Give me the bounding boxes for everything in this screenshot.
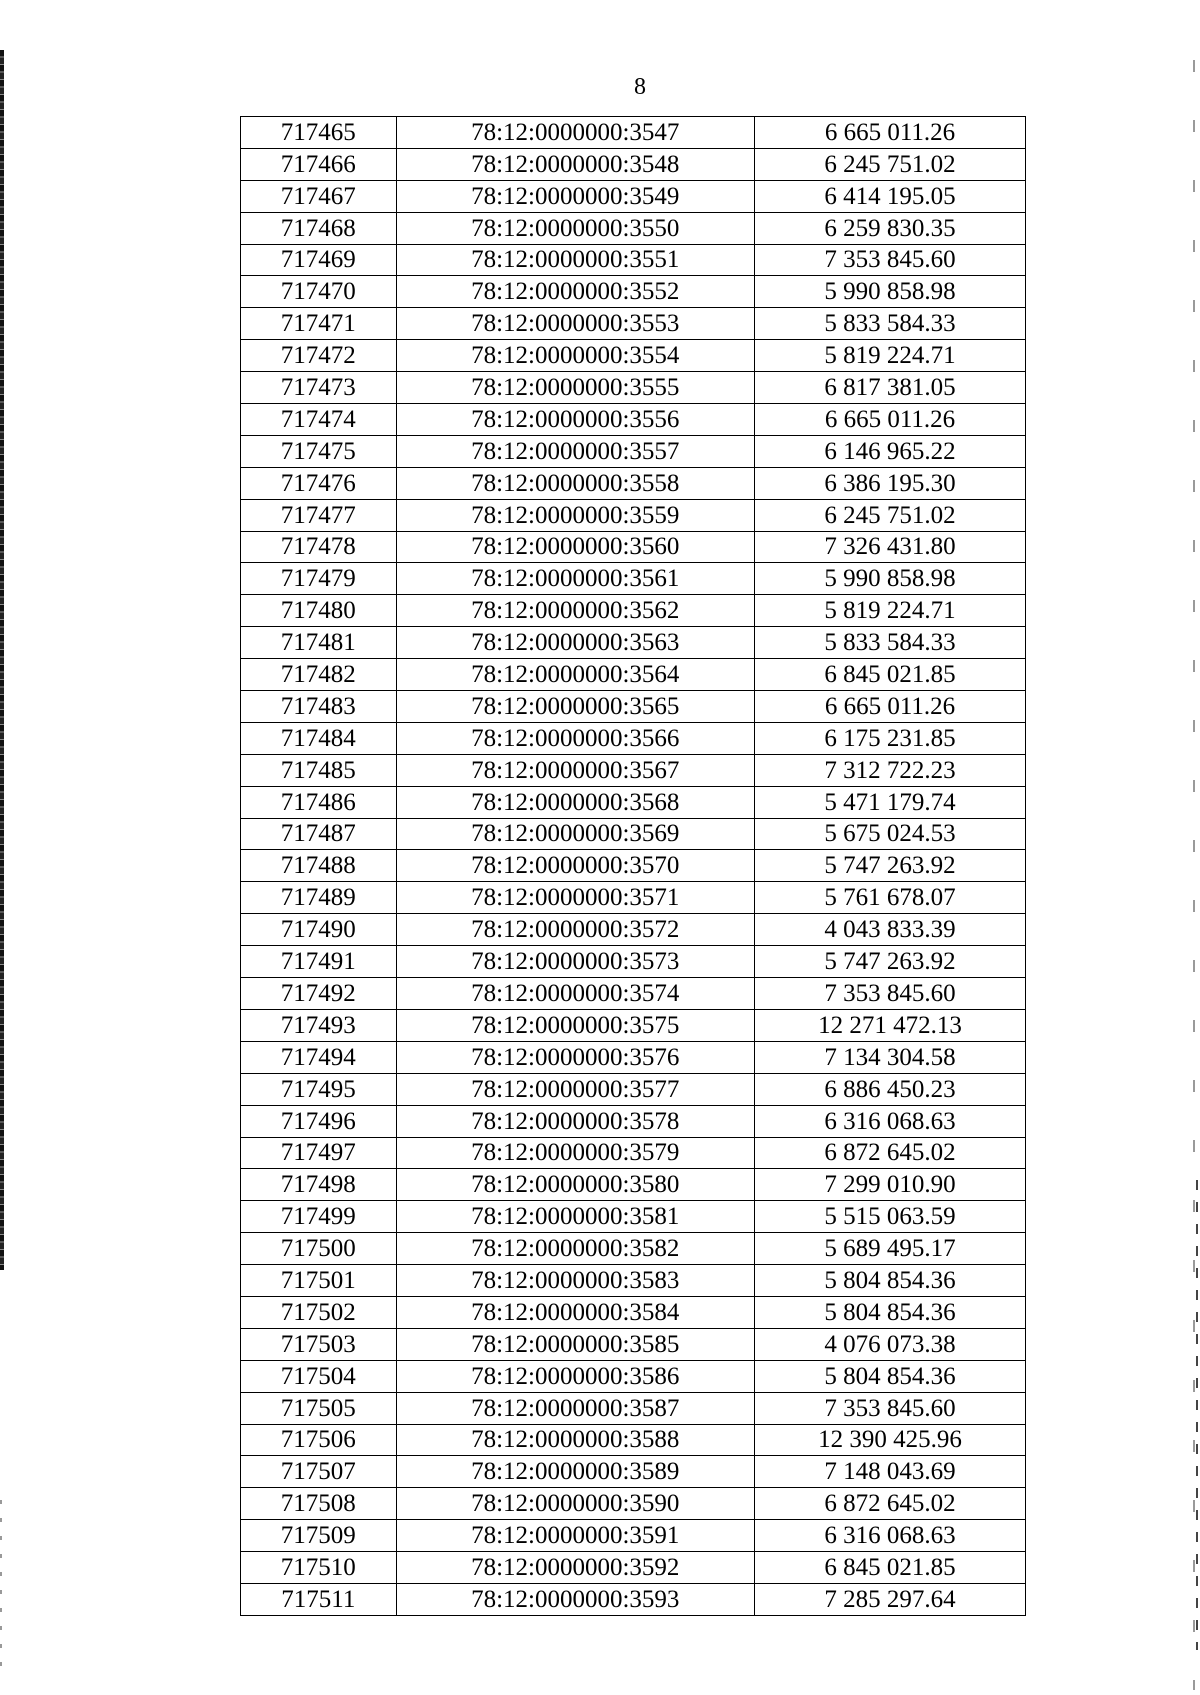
table-row: [241, 1009, 1026, 1041]
table-row: [241, 754, 1026, 786]
row-id-cell: 717506: [241, 1424, 397, 1456]
row-id-cell: 717476: [241, 467, 397, 499]
cadastral-value-cell: 6 259 830.35: [754, 212, 1025, 244]
table-row: [241, 308, 1026, 340]
table-row: [241, 627, 1026, 659]
row-id-cell: 717475: [241, 435, 397, 467]
cadastral-number-cell: 78:12:0000000:3560: [396, 531, 754, 563]
row-id-cell: 717477: [241, 499, 397, 531]
row-id-cell: 717486: [241, 786, 397, 818]
cadastral-number-cell: 78:12:0000000:3569: [396, 818, 754, 850]
row-id-cell: 717508: [241, 1488, 397, 1520]
cadastral-number-cell: 78:12:0000000:3556: [396, 404, 754, 436]
cadastral-value-cell: 5 471 179.74: [754, 786, 1025, 818]
cadastral-number-cell: 78:12:0000000:3549: [396, 180, 754, 212]
row-id-cell: 717468: [241, 212, 397, 244]
table-row: [241, 1424, 1026, 1456]
row-id-cell: 717465: [241, 117, 397, 149]
scan-edge-right-lower: [1196, 1180, 1198, 1650]
table-row: [241, 659, 1026, 691]
table-row: [241, 531, 1026, 563]
cadastral-number-cell: 78:12:0000000:3579: [396, 1137, 754, 1169]
cadastral-number-cell: 78:12:0000000:3570: [396, 850, 754, 882]
cadastral-number-cell: 78:12:0000000:3585: [396, 1328, 754, 1360]
cadastral-number-cell: 78:12:0000000:3551: [396, 244, 754, 276]
table-row: [241, 563, 1026, 595]
cadastral-number-cell: 78:12:0000000:3581: [396, 1201, 754, 1233]
table-row: [241, 691, 1026, 723]
table-row: [241, 340, 1026, 372]
cadastral-value-cell: 5 515 063.59: [754, 1201, 1025, 1233]
cadastral-number-cell: 78:12:0000000:3592: [396, 1552, 754, 1584]
row-id-cell: 717485: [241, 754, 397, 786]
row-id-cell: 717490: [241, 914, 397, 946]
row-id-cell: 717474: [241, 404, 397, 436]
cadastral-number-cell: 78:12:0000000:3552: [396, 276, 754, 308]
table-row: [241, 1328, 1026, 1360]
table-row: [241, 1392, 1026, 1424]
cadastral-number-cell: 78:12:0000000:3547: [396, 117, 754, 149]
table-row: [241, 1137, 1026, 1169]
cadastral-value-cell: 6 316 068.63: [754, 1105, 1025, 1137]
cadastral-number-cell: 78:12:0000000:3586: [396, 1360, 754, 1392]
cadastral-number-cell: 78:12:0000000:3574: [396, 978, 754, 1010]
table-row: [241, 882, 1026, 914]
cadastral-value-cell: 12 271 472.13: [754, 1009, 1025, 1041]
cadastral-value-cell: 6 386 195.30: [754, 467, 1025, 499]
row-id-cell: 717484: [241, 722, 397, 754]
row-id-cell: 717507: [241, 1456, 397, 1488]
row-id-cell: 717472: [241, 340, 397, 372]
cadastral-value-cell: 6 872 645.02: [754, 1488, 1025, 1520]
row-id-cell: 717473: [241, 372, 397, 404]
cadastral-value-cell: 7 353 845.60: [754, 978, 1025, 1010]
table-row: [241, 180, 1026, 212]
table-row: [241, 722, 1026, 754]
table-body: [241, 117, 1026, 1616]
cadastral-value-cell: 6 245 751.02: [754, 148, 1025, 180]
row-id-cell: 717466: [241, 148, 397, 180]
cadastral-value-cell: 6 886 450.23: [754, 1073, 1025, 1105]
cadastral-value-cell: 6 665 011.26: [754, 117, 1025, 149]
scan-edge-right: [1193, 60, 1195, 1690]
cadastral-number-cell: 78:12:0000000:3559: [396, 499, 754, 531]
cadastral-value-cell: 5 747 263.92: [754, 946, 1025, 978]
row-id-cell: 717494: [241, 1041, 397, 1073]
cadastral-value-cell: 4 043 833.39: [754, 914, 1025, 946]
row-id-cell: 717498: [241, 1169, 397, 1201]
cadastral-value-cell: 5 675 024.53: [754, 818, 1025, 850]
table-row: [241, 1456, 1026, 1488]
cadastral-number-cell: 78:12:0000000:3590: [396, 1488, 754, 1520]
table-row: [241, 1233, 1026, 1265]
cadastral-number-cell: 78:12:0000000:3554: [396, 340, 754, 372]
table-row: [241, 914, 1026, 946]
cadastral-value-cell: 5 833 584.33: [754, 627, 1025, 659]
table-row: [241, 946, 1026, 978]
cadastral-value-cell: 7 312 722.23: [754, 754, 1025, 786]
cadastral-number-cell: 78:12:0000000:3567: [396, 754, 754, 786]
cadastral-value-cell: 5 990 858.98: [754, 276, 1025, 308]
scan-edge-left: [0, 50, 4, 1270]
table-row: [241, 595, 1026, 627]
table-row: [241, 1583, 1026, 1615]
cadastral-number-cell: 78:12:0000000:3565: [396, 691, 754, 723]
cadastral-number-cell: 78:12:0000000:3564: [396, 659, 754, 691]
cadastral-value-cell: 6 872 645.02: [754, 1137, 1025, 1169]
cadastral-number-cell: 78:12:0000000:3555: [396, 372, 754, 404]
cadastral-value-cell: 7 353 845.60: [754, 1392, 1025, 1424]
table-row: [241, 276, 1026, 308]
table-row: [241, 978, 1026, 1010]
cadastral-value-cell: 6 665 011.26: [754, 404, 1025, 436]
cadastral-value-cell: 5 804 854.36: [754, 1296, 1025, 1328]
cadastral-number-cell: 78:12:0000000:3566: [396, 722, 754, 754]
row-id-cell: 717480: [241, 595, 397, 627]
row-id-cell: 717489: [241, 882, 397, 914]
row-id-cell: 717491: [241, 946, 397, 978]
scan-edge-left-lower: [0, 1500, 2, 1680]
row-id-cell: 717499: [241, 1201, 397, 1233]
row-id-cell: 717501: [241, 1265, 397, 1297]
cadastral-value-cell: 7 326 431.80: [754, 531, 1025, 563]
row-id-cell: 717471: [241, 308, 397, 340]
cadastral-value-cell: 6 245 751.02: [754, 499, 1025, 531]
cadastral-value-cell: 6 414 195.05: [754, 180, 1025, 212]
cadastral-value-cell: 5 833 584.33: [754, 308, 1025, 340]
table-row: [241, 1360, 1026, 1392]
cadastral-value-cell: 5 747 263.92: [754, 850, 1025, 882]
cadastral-value-cell: 7 299 010.90: [754, 1169, 1025, 1201]
table-row: [241, 117, 1026, 149]
cadastral-number-cell: 78:12:0000000:3553: [396, 308, 754, 340]
cadastral-number-cell: 78:12:0000000:3576: [396, 1041, 754, 1073]
cadastral-number-cell: 78:12:0000000:3563: [396, 627, 754, 659]
row-id-cell: 717470: [241, 276, 397, 308]
cadastral-value-cell: 6 175 231.85: [754, 722, 1025, 754]
cadastral-value-cell: 6 817 381.05: [754, 372, 1025, 404]
table-row: [241, 850, 1026, 882]
table-row: [241, 1073, 1026, 1105]
cadastral-number-cell: 78:12:0000000:3573: [396, 946, 754, 978]
row-id-cell: 717467: [241, 180, 397, 212]
cadastral-value-cell: 7 353 845.60: [754, 244, 1025, 276]
row-id-cell: 717469: [241, 244, 397, 276]
cadastral-number-cell: 78:12:0000000:3593: [396, 1583, 754, 1615]
cadastral-number-cell: 78:12:0000000:3572: [396, 914, 754, 946]
page-number: 8: [634, 74, 646, 100]
row-id-cell: 717487: [241, 818, 397, 850]
cadastral-value-cell: 6 845 021.85: [754, 659, 1025, 691]
row-id-cell: 717493: [241, 1009, 397, 1041]
cadastral-value-cell: 12 390 425.96: [754, 1424, 1025, 1456]
row-id-cell: 717503: [241, 1328, 397, 1360]
table-row: [241, 372, 1026, 404]
cadastral-number-cell: 78:12:0000000:3578: [396, 1105, 754, 1137]
row-id-cell: 717478: [241, 531, 397, 563]
table-row: [241, 244, 1026, 276]
cadastral-number-cell: 78:12:0000000:3557: [396, 435, 754, 467]
cadastral-value-cell: 6 665 011.26: [754, 691, 1025, 723]
row-id-cell: 717479: [241, 563, 397, 595]
cadastral-value-cell: 6 316 068.63: [754, 1520, 1025, 1552]
row-id-cell: 717492: [241, 978, 397, 1010]
cadastral-value-cell: 4 076 073.38: [754, 1328, 1025, 1360]
table-row: [241, 818, 1026, 850]
cadastral-number-cell: 78:12:0000000:3582: [396, 1233, 754, 1265]
cadastral-number-cell: 78:12:0000000:3562: [396, 595, 754, 627]
row-id-cell: 717502: [241, 1296, 397, 1328]
cadastral-value-cell: 5 990 858.98: [754, 563, 1025, 595]
row-id-cell: 717510: [241, 1552, 397, 1584]
cadastral-value-cell: 7 134 304.58: [754, 1041, 1025, 1073]
row-id-cell: 717482: [241, 659, 397, 691]
table-row: [241, 1169, 1026, 1201]
cadastral-value-cell: 6 845 021.85: [754, 1552, 1025, 1584]
row-id-cell: 717500: [241, 1233, 397, 1265]
cadastral-number-cell: 78:12:0000000:3577: [396, 1073, 754, 1105]
row-id-cell: 717511: [241, 1583, 397, 1615]
row-id-cell: 717496: [241, 1105, 397, 1137]
table-row: [241, 1520, 1026, 1552]
cadastral-number-cell: 78:12:0000000:3583: [396, 1265, 754, 1297]
table-row: [241, 148, 1026, 180]
cadastral-value-cell: 5 804 854.36: [754, 1265, 1025, 1297]
cadastral-number-cell: 78:12:0000000:3575: [396, 1009, 754, 1041]
table-row: [241, 1488, 1026, 1520]
cadastral-value-cell: 5 819 224.71: [754, 340, 1025, 372]
cadastral-value-cell: 5 761 678.07: [754, 882, 1025, 914]
cadastral-value-cell: 5 689 495.17: [754, 1233, 1025, 1265]
table-row: [241, 786, 1026, 818]
cadastral-number-cell: 78:12:0000000:3584: [396, 1296, 754, 1328]
cadastral-number-cell: 78:12:0000000:3591: [396, 1520, 754, 1552]
cadastral-number-cell: 78:12:0000000:3561: [396, 563, 754, 595]
table-row: [241, 499, 1026, 531]
cadastral-value-cell: 5 804 854.36: [754, 1360, 1025, 1392]
table-row: [241, 1265, 1026, 1297]
cadastral-number-cell: 78:12:0000000:3558: [396, 467, 754, 499]
row-id-cell: 717509: [241, 1520, 397, 1552]
cadastral-value-table: [240, 116, 1026, 1616]
cadastral-number-cell: 78:12:0000000:3550: [396, 212, 754, 244]
cadastral-number-cell: 78:12:0000000:3580: [396, 1169, 754, 1201]
table-row: [241, 1552, 1026, 1584]
table-row: [241, 404, 1026, 436]
cadastral-value-cell: 5 819 224.71: [754, 595, 1025, 627]
table-row: [241, 1201, 1026, 1233]
cadastral-value-cell: 6 146 965.22: [754, 435, 1025, 467]
table-row: [241, 1105, 1026, 1137]
cadastral-number-cell: 78:12:0000000:3571: [396, 882, 754, 914]
row-id-cell: 717497: [241, 1137, 397, 1169]
row-id-cell: 717488: [241, 850, 397, 882]
table-row: [241, 435, 1026, 467]
cadastral-value-cell: 7 148 043.69: [754, 1456, 1025, 1488]
table-row: [241, 1296, 1026, 1328]
row-id-cell: 717483: [241, 691, 397, 723]
cadastral-value-cell: 7 285 297.64: [754, 1583, 1025, 1615]
cadastral-number-cell: 78:12:0000000:3589: [396, 1456, 754, 1488]
cadastral-number-cell: 78:12:0000000:3587: [396, 1392, 754, 1424]
row-id-cell: 717504: [241, 1360, 397, 1392]
cadastral-number-cell: 78:12:0000000:3568: [396, 786, 754, 818]
row-id-cell: 717505: [241, 1392, 397, 1424]
table-row: [241, 212, 1026, 244]
row-id-cell: 717495: [241, 1073, 397, 1105]
row-id-cell: 717481: [241, 627, 397, 659]
table-row: [241, 467, 1026, 499]
table-row: [241, 1041, 1026, 1073]
cadastral-number-cell: 78:12:0000000:3548: [396, 148, 754, 180]
cadastral-number-cell: 78:12:0000000:3588: [396, 1424, 754, 1456]
